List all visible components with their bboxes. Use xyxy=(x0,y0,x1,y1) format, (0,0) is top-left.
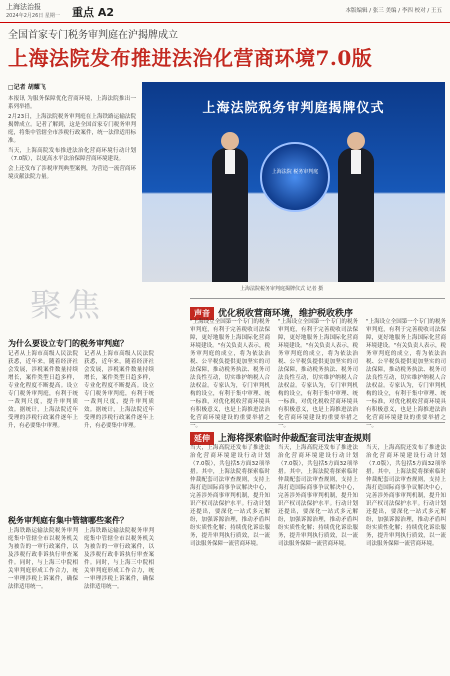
section-2-text: 当天，上海高院还发布了推进法治化营商环境建设行动计划（7.0版），共包括5方面32项举措。其中，上海法院将探索临时仲裁配套司法审查规则，支持上海打造国际商事争议解决中心，完善涉外商事审判机制，提升知识产权司法保护水平。行动计划还提出，要深化一站式多元解纷，加强诉源治理，推动矛盾纠纷实质性化解；持续优化诉讼服务，提升审判执行质效，以一流司法服务保障一流营商环境。 xyxy=(278,445,358,547)
person-left xyxy=(212,148,248,282)
decorative-title: 聚焦 xyxy=(30,286,107,324)
section-2-tag: 延伸 xyxy=(190,432,214,445)
section-1-text: "上海设立全国第一个专门的税务审判庭，有利于完善税收司法保障，更好地服务上海国际化营商环境建设。"有关负责人表示，税务审判庭的成立，将为依法治税、公平税负提供更加坚实的司法保障，推动税务执法、税务司法良性互动，切实维护纳税人合法权益。专家认为，专门审判机构的设立，有利于集中审理、统一标准，对优化税收营商环境具有积极意义，也是上海推进法治化营商环境建设的重要举措之一。 xyxy=(190,319,270,429)
lead-paragraph: 当天，上海高院发布推进法治化营商环境行动计划（7.0版），以更高水平法治保障营商环境建设。 xyxy=(8,148,136,162)
question-2-title: 税务审判庭有集中管辖哪些案件？ xyxy=(8,516,128,525)
lead-column xyxy=(8,82,136,183)
question-2-body xyxy=(8,527,78,591)
section-1-col xyxy=(278,318,358,429)
section-1-title: 优化税收营商环境，维护税收秩序 xyxy=(218,309,354,319)
event-photo xyxy=(142,82,445,282)
section-label: 重点 A2 xyxy=(72,6,114,19)
editor-credits: 本版编辑 / 张三 美编 / 李四 校对 / 王五 xyxy=(345,8,442,14)
question-2-text: 上海铁路运输法院税务审判庭集中管辖全市以税务机关为被告的一审行政案件，以及涉税行政非诉执行审查案件。同时，与上海三中院相关审判庭形成工作合力，统一审理涉税上诉案件，确保法律适用统一。 xyxy=(8,528,78,590)
divider xyxy=(190,422,445,423)
question-1-title: 为什么要设立专门的税务审判庭？ xyxy=(8,339,128,348)
lead-paragraph: 2月23日，上海法院税务审判庭在上海铁路运输法院揭牌成立。记者了解到，这是全国首家专门税务审判庭，将集中管辖全市涉税行政案件，统一法律适用标准。 xyxy=(8,114,136,144)
subheadline: 全国首家专门税务审判庭在沪揭牌成立 xyxy=(8,30,178,41)
question-2-text: 上海铁路运输法院税务审判庭集中管辖全市以税务机关为被告的一审行政案件，以及涉税行政非诉执行审查案件。同时，与上海三中院相关审判庭形成工作合力，统一审理涉税上诉案件，确保法律适用统一。 xyxy=(84,528,154,590)
question-1-text: 记者从上海市高级人民法院获悉，近年来，随着经济社会发展，涉税案件数量持续增长，案件类型日趋多样，专业化程度不断提高。设立专门税务审判庭，有利于统一裁判尺度，提升审判质效。据统计，上海法院近年受理的涉税行政案件逐年上升，有必要集中审理。 xyxy=(8,351,78,429)
photo-caption: 上海法院税务审判庭揭牌仪式 记者 摄 xyxy=(240,286,324,292)
section-2-text: 当天，上海高院还发布了推进法治化营商环境建设行动计划（7.0版），共包括5方面32项举措。其中，上海法院将探索临时仲裁配套司法审查规则，支持上海打造国际商事争议解决中心，完善涉外商事审判机制，提升知识产权司法保护水平。行动计划还提出，要深化一站式多元解纷，加强诉源治理，推动矛盾纠纷实质性化解；持续优化诉讼服务，提升审判执行质效，以一流司法服务保障一流营商环境。 xyxy=(366,445,446,547)
question-1-body xyxy=(8,350,78,430)
issue-date: 2024年2月26日 星期一 xyxy=(6,13,60,19)
section-1-tag: 声音 xyxy=(190,307,214,320)
lead-paragraph: 本报讯 为服务保障优化营商环境，上海法院推出一系列举措。 xyxy=(8,96,136,110)
photo-banner: 上海法院税务审判庭揭牌仪式 xyxy=(202,101,385,116)
question-1-body-col2 xyxy=(84,350,154,508)
section-2-col xyxy=(190,444,270,672)
ceremony-disc xyxy=(260,142,330,212)
question-1-text: 记者从上海市高级人民法院获悉，近年来，随着经济社会发展，涉税案件数量持续增长，案件类型日趋多样，专业化程度不断提高。设立专门税务审判庭，有利于统一裁判尺度，提升审判质效。据统计，上海法院近年受理的涉税行政案件逐年上升，有必要集中审理。 xyxy=(84,351,154,429)
divider xyxy=(190,298,445,299)
headline: 上海法院发布推进法治化营商环境7.0版 xyxy=(8,46,373,70)
lead-paragraph: 会上还发布了涉税审判典型案例，为营造一流营商环境贡献法院力量。 xyxy=(8,166,136,180)
ceremony-disc-text: 上海法院 税务审判庭 xyxy=(271,169,319,175)
section-1-text: "上海设立全国第一个专门的税务审判庭，有利于完善税收司法保障，更好地服务上海国际化营商环境建设。"有关负责人表示，税务审判庭的成立，将为依法治税、公平税负提供更加坚实的司法保障，推动税务执法、税务司法良性互动，切实维护纳税人合法权益。专家认为，专门审判机构的设立，有利于集中审理、统一标准，对优化税收营商环境具有积极意义，也是上海推进法治化营商环境建设的重要举措之一。 xyxy=(278,319,358,429)
section-1-col xyxy=(190,318,270,430)
section-2-title: 上海将探索临时仲裁配套司法审查规则 xyxy=(218,434,372,444)
question-2-body-col2 xyxy=(84,527,154,667)
section-2-col xyxy=(278,444,358,672)
section-1-text: "上海设立全国第一个专门的税务审判庭，有利于完善税收司法保障，更好地服务上海国际化营商环境建设。"有关负责人表示，税务审判庭的成立，将为依法治税、公平税负提供更加坚实的司法保障，推动税务执法、税务司法良性互动，切实维护纳税人合法权益。专家认为，专门审判机构的设立，有利于集中审理、统一标准，对优化税收营商环境具有积极意义，也是上海推进法治化营商环境建设的重要举措之一。 xyxy=(366,319,446,429)
section-2-text: 当天，上海高院还发布了推进法治化营商环境建设行动计划（7.0版），共包括5方面32项举措。其中，上海法院将探索临时仲裁配套司法审查规则，支持上海打造国际商事争议解决中心，完善涉外商事审判机制，提升知识产权司法保护水平。行动计划还提出，要深化一站式多元解纷，加强诉源治理，推动矛盾纠纷实质性化解；持续优化诉讼服务，提升审判执行质效，以一流司法服务保障一流营商环境。 xyxy=(190,445,270,547)
section-1-col xyxy=(366,318,446,429)
section-2-header xyxy=(190,426,371,445)
paper-name: 上海法治报 xyxy=(6,3,41,11)
person-right xyxy=(338,148,374,282)
byline: □记者 胡耀飞 xyxy=(8,84,46,91)
section-2-col xyxy=(366,444,446,672)
